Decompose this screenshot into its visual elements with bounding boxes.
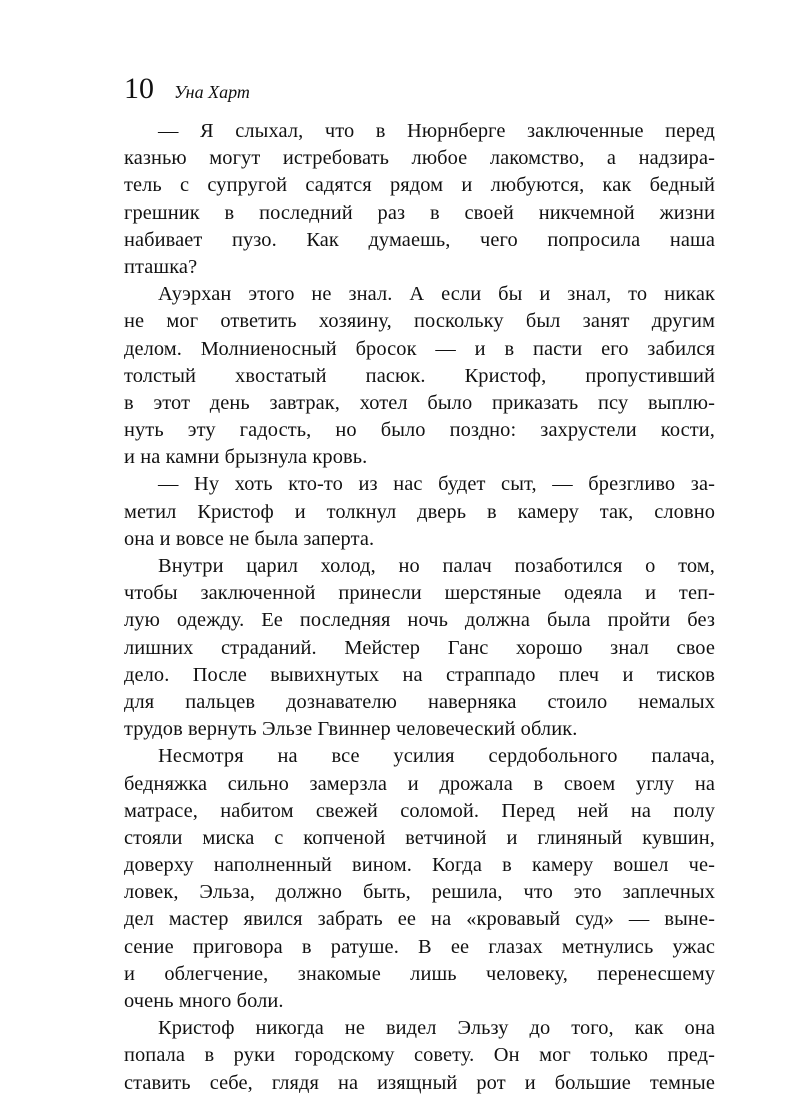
text-line: грешник в последний раз в своей никчемной жизни: [124, 201, 715, 224]
text-line: чтобы заключенной принесли шерстяные одеяла и теп-: [124, 582, 715, 605]
text-line: она и вовсе не была заперта.: [124, 527, 375, 550]
text-line: ловек, Эльза, должно быть, решила, что это заплечных: [124, 881, 715, 904]
text-line: лую одежду. Ее последняя ночь должна была пройти без: [124, 609, 715, 632]
text-line: тель с супругой садятся рядом и любуются, как бедный: [124, 174, 715, 197]
text-line: стояли миска с копченой ветчиной и глиняный кувшин,: [124, 826, 715, 849]
text-line: набивает пузо. Как думаешь, чего попросила наша: [124, 228, 715, 251]
text-line: ставить себе, глядя на изящный рот и большие темные: [124, 1071, 715, 1094]
text-line: сение приговора в ратуше. В ее глазах метнулись ужас: [124, 935, 715, 958]
body-text: [124, 118, 715, 1097]
text-line: бедняжка сильно замерзла и дрожала в своем углу на: [124, 772, 715, 795]
text-line: делом. Молниеносный бросок — и в пасти его забился: [124, 337, 715, 360]
text-line: Ауэрхан этого не знал. А если бы и знал, то никак: [158, 283, 715, 306]
running-head: [124, 74, 250, 107]
text-line: пташка?: [124, 255, 198, 278]
text-line: очень много боли.: [124, 990, 284, 1012]
text-line: — Я слыхал, что в Нюрнберге заключенные перед: [158, 120, 715, 142]
text-line: в этот день завтрак, хотел было приказать псу выплю-: [124, 391, 715, 414]
text-line: метил Кристоф и толкнул дверь в камеру так, словно: [124, 500, 715, 523]
text-line: доверху наполненный вином. Когда в камеру вошел че-: [124, 854, 715, 877]
text-line: не мог ответить хозяину, поскольку был занят другим: [124, 310, 715, 333]
page-number: 10: [124, 72, 154, 105]
text-line: дело. После вывихнутых на страппадо плеч и тисков: [124, 663, 715, 686]
text-line: трудов вернуть Эльзе Гвиннер человеческий облик.: [124, 718, 578, 741]
text-line: и на камни брызнула кровь.: [124, 446, 368, 469]
text-line: толстый хвостатый пасюк. Кристоф, пропустивший: [124, 364, 715, 387]
text-line: дел мастер явился забрать ее на «кровавый суд» — выне-: [124, 908, 715, 931]
text-line: Внутри царил холод, но палач позаботился о том,: [158, 555, 715, 577]
text-line: нуть эту гадость, но было поздно: захрустели кости,: [124, 419, 715, 442]
text-line: матрасе, набитом свежей соломой. Перед ней на полу: [124, 799, 715, 822]
text-line: Кристоф никогда не видел Эльзу до того, как она: [158, 1017, 715, 1040]
text-line: для пальцев дознавателю наверняка стоило немалых: [124, 690, 715, 713]
text-line: казнью могут истребовать любое лакомство, а надзира-: [124, 147, 715, 170]
text-line: Несмотря на все усилия сердобольного палача,: [158, 745, 715, 768]
text-line: лишних страданий. Мейстер Ганс хорошо знал свое: [124, 636, 715, 659]
text-line: попала в руки городскому совету. Он мог только пред-: [124, 1044, 715, 1067]
text-line: и облегчение, знакомые лишь человеку, перенесшему: [124, 962, 715, 985]
text-line: — Ну хоть кто-то из нас будет сыт, — брезгливо за-: [158, 473, 715, 496]
author-name: Уна Харт: [174, 82, 250, 102]
